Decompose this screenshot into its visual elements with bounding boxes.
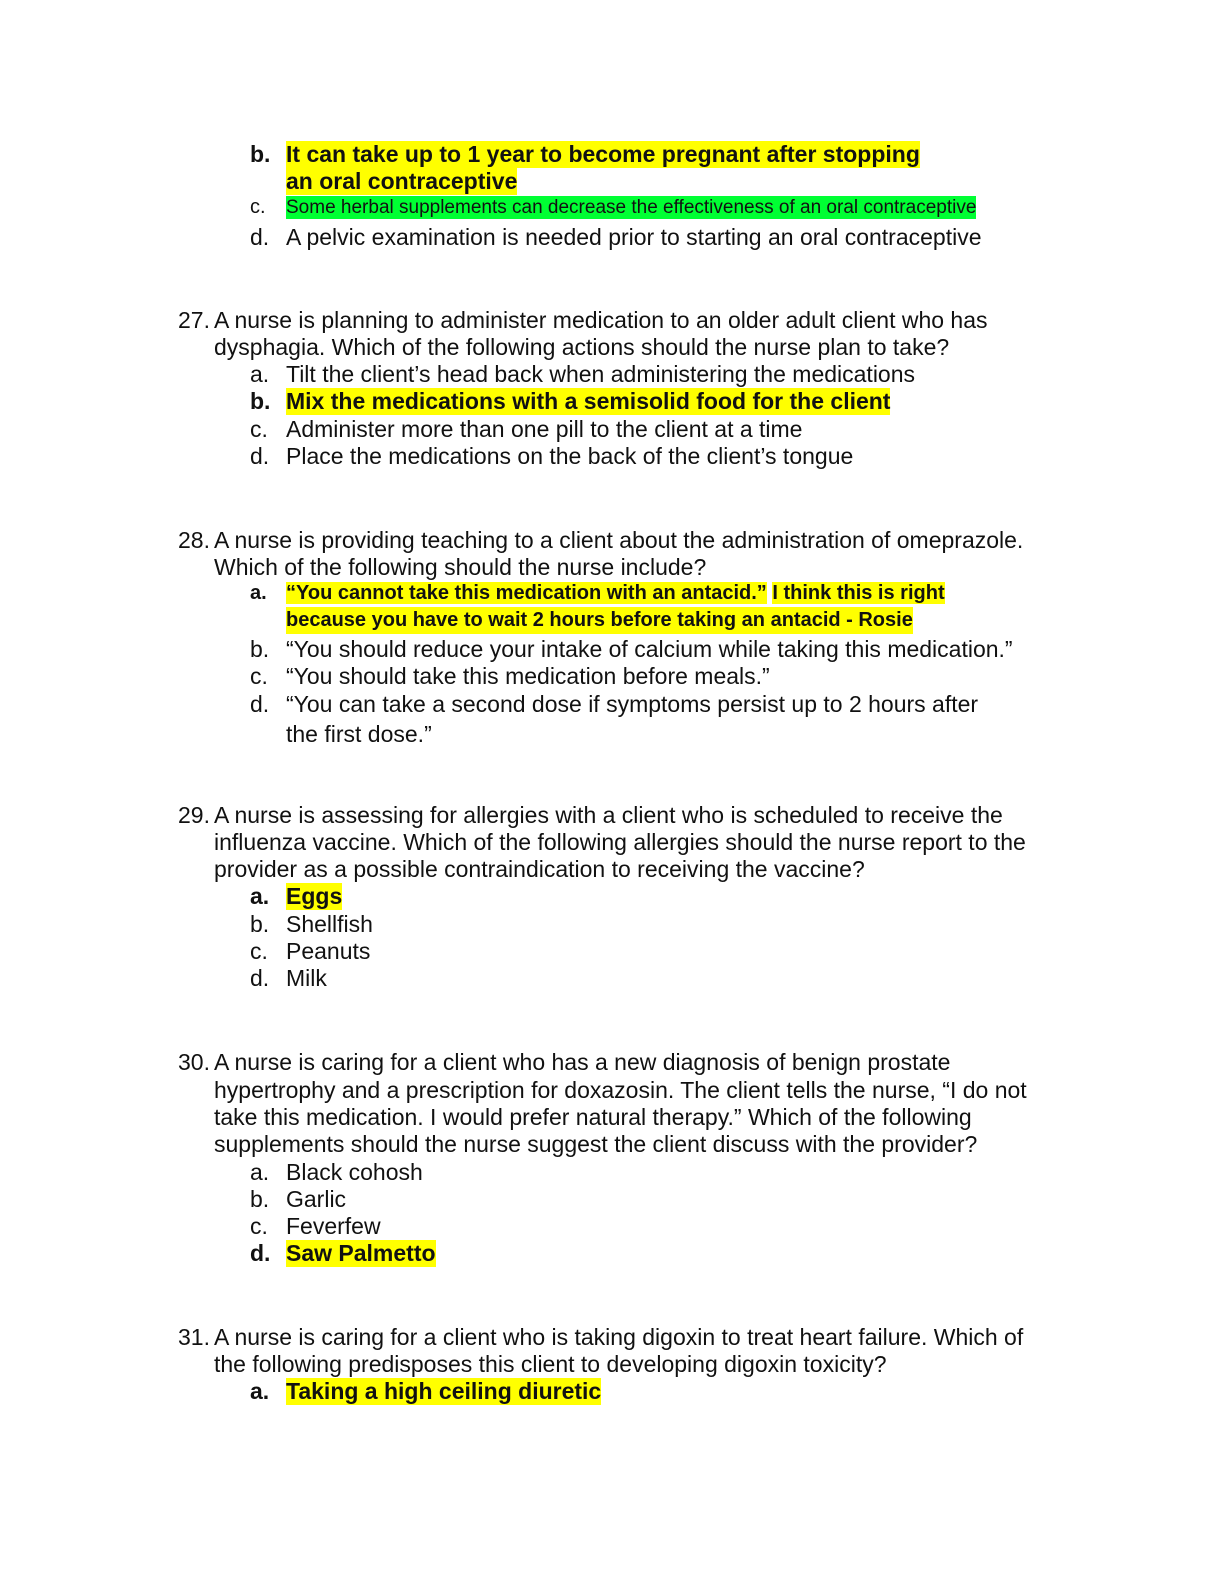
question-text: take this medication. I would prefer natural therapy.” Which of the following xyxy=(214,1104,972,1130)
option-letter: a. xyxy=(250,361,270,387)
option-letter: c. xyxy=(250,663,268,689)
option-letter: b. xyxy=(250,1186,270,1212)
option-text: Taking a high ceiling diuretic xyxy=(286,1378,602,1404)
question-text: the following predisposes this client to developing digoxin toxicity? xyxy=(214,1351,887,1377)
question-text: Which of the following should the nurse include? xyxy=(214,554,707,580)
option-text: Peanuts xyxy=(286,938,371,964)
question-text: A nurse is assessing for allergies with a client who is scheduled to receive the xyxy=(214,802,1003,828)
option-text: “You should take this medication before meals.” xyxy=(286,663,770,689)
question-number: 27. xyxy=(178,307,210,333)
option-text: Milk xyxy=(286,965,327,991)
question-text: provider as a possible contraindication to receiving the vaccine? xyxy=(214,856,865,882)
option-text: Administer more than one pill to the client at a time xyxy=(286,416,803,442)
option-text: Garlic xyxy=(286,1186,347,1212)
option-text-line1: It can take up to 1 year to become pregnant after stopping xyxy=(286,141,920,167)
option-text: A pelvic examination is needed prior to starting an oral contraceptive xyxy=(286,224,982,250)
option-letter: b. xyxy=(250,636,270,662)
option-letter: a. xyxy=(250,1378,270,1404)
question-text: supplements should the nurse suggest the client discuss with the provider? xyxy=(214,1131,978,1157)
option-letter: b. xyxy=(250,141,271,167)
option-letter: c. xyxy=(250,416,268,442)
option-letter: d. xyxy=(250,691,270,717)
option-text: Black cohosh xyxy=(286,1159,423,1185)
student-note: I think this is right xyxy=(772,582,945,604)
student-note-line2: because you have to wait 2 hours before taking an antacid - Rosie xyxy=(286,607,913,634)
question-text: hypertrophy and a prescription for doxazosin. The client tells the nurse, “I do not xyxy=(214,1077,1027,1103)
option-text: “You should reduce your intake of calcium while taking this medication.” xyxy=(286,636,1013,662)
question-number: 30. xyxy=(178,1049,210,1075)
option-letter: c. xyxy=(250,938,268,964)
question-text: A nurse is planning to administer medication to an older adult client who has xyxy=(214,307,988,333)
option-letter: a. xyxy=(250,883,270,909)
question-text: A nurse is caring for a client who has a new diagnosis of benign prostate xyxy=(214,1049,951,1075)
option-letter: a. xyxy=(250,582,267,604)
option-text-line1 xyxy=(286,580,945,607)
question-text: dysphagia. Which of the following actions should the nurse plan to take? xyxy=(214,334,950,360)
option-letter: c. xyxy=(250,1213,268,1239)
option-letter: c. xyxy=(250,196,266,218)
question-text: A nurse is providing teaching to a client about the administration of omeprazole. xyxy=(214,527,1024,553)
option-text: Mix the medications with a semisolid food for the client xyxy=(286,388,891,414)
option-text: Some herbal supplements can decrease the effectiveness of an oral contraceptive xyxy=(286,197,977,218)
option-letter: d. xyxy=(250,224,270,250)
option-text: Feverfew xyxy=(286,1213,381,1239)
option-text: Tilt the client’s head back when administering the medications xyxy=(286,361,916,387)
question-number: 31. xyxy=(178,1324,210,1350)
option-letter: d. xyxy=(250,965,270,991)
option-letter: b. xyxy=(250,388,271,414)
option-text: Eggs xyxy=(286,883,343,909)
option-letter: a. xyxy=(250,1159,270,1185)
option-text: Saw Palmetto xyxy=(286,1240,436,1266)
question-number: 28. xyxy=(178,527,210,553)
option-text-line2: the first dose.” xyxy=(286,721,432,747)
option-text: Shellfish xyxy=(286,911,373,937)
option-letter: b. xyxy=(250,911,270,937)
question-text: influenza vaccine. Which of the following allergies should the nurse report to the xyxy=(214,829,1026,855)
question-text: A nurse is caring for a client who is taking digoxin to treat heart failure. Which of xyxy=(214,1324,1024,1350)
option-answer-text: “You cannot take this medication with an antacid.” xyxy=(286,582,767,604)
question-number: 29. xyxy=(178,802,210,828)
option-text-line1: “You can take a second dose if symptoms persist up to 2 hours after xyxy=(286,691,979,717)
option-letter: d. xyxy=(250,1240,271,1266)
option-text: Place the medications on the back of the client’s tongue xyxy=(286,443,854,469)
option-letter: d. xyxy=(250,443,270,469)
option-text-line2: an oral contraceptive xyxy=(286,168,518,194)
